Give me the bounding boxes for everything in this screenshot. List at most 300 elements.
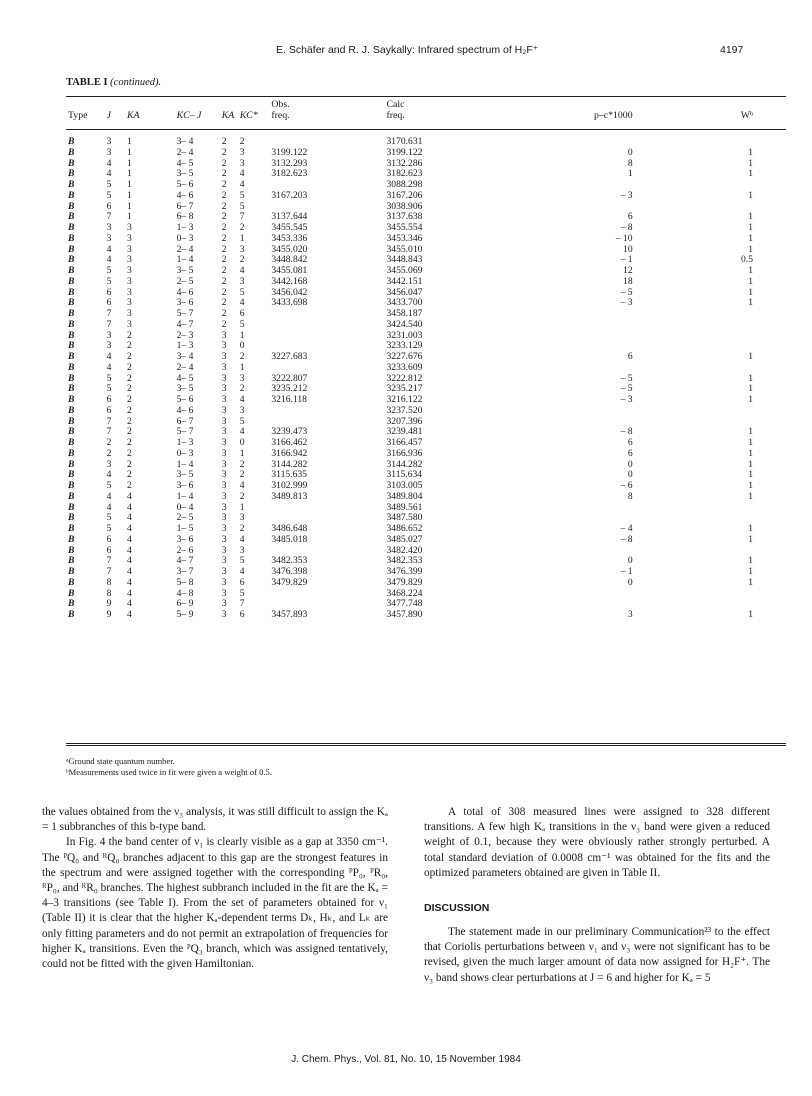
cell-ka-prime: 3 [221, 609, 227, 620]
table-row [66, 266, 786, 277]
cell-obs-freq: 3144.282 [271, 458, 308, 470]
cell-j: 5 [106, 512, 112, 524]
cell-kc-j: 4– 5 [176, 157, 194, 169]
cell-obs-freq [271, 406, 386, 417]
table-caption-continued: (continued). [110, 77, 162, 88]
cell-kc-j: 0– 3 [176, 447, 194, 459]
cell-obs-freq: 3222.807 [271, 372, 308, 384]
cell-ka-prime: 3 [221, 394, 227, 405]
table-row [66, 255, 786, 266]
cell-kc-j: 4– 6 [176, 286, 194, 298]
cell-p-c [508, 309, 677, 320]
header-weight: Wᵇ [740, 110, 753, 121]
cell-type: B [68, 372, 75, 384]
cell-p-c: – 8 [620, 533, 633, 545]
cell-kc-prime: 4 [239, 168, 245, 180]
table-row [66, 245, 786, 256]
cell-kc-j: 1– 3 [176, 222, 194, 233]
cell-ka: 4 [126, 566, 132, 577]
cell-p-c [508, 503, 677, 514]
cell-calc-freq: 3137.638 [386, 211, 423, 223]
cell-type: B [68, 480, 75, 491]
table-row [66, 223, 786, 234]
cell-type: B [68, 555, 75, 567]
cell-ka: 2 [126, 383, 132, 395]
cell-calc-freq: 3103.005 [386, 480, 423, 491]
cell-p-c: 0 [627, 555, 633, 567]
cell-j: 3 [106, 146, 112, 158]
table-row [66, 449, 786, 460]
cell-p-c: – 5 [620, 286, 633, 298]
cell-type: B [68, 179, 75, 190]
cell-p-c: – 1 [620, 254, 633, 266]
table-row [66, 535, 786, 546]
cell-weight: 1 [748, 168, 753, 180]
table-row [66, 169, 786, 180]
cell-ka: 1 [126, 136, 132, 147]
page-footer: J. Chem. Phys., Vol. 81, No. 10, 15 November 1984 [291, 1054, 521, 1065]
cell-j: 8 [106, 576, 112, 588]
cell-j: 9 [106, 598, 112, 610]
cell-obs-freq: 3166.942 [271, 447, 308, 459]
cell-calc-freq: 3486.652 [386, 523, 423, 534]
section-heading-discussion: DISCUSSION [424, 902, 490, 914]
table-row [66, 309, 786, 320]
cell-p-c: – 3 [620, 297, 633, 309]
cell-ka-prime: 3 [221, 404, 227, 416]
table-row [66, 384, 786, 395]
cell-ka: 2 [126, 480, 132, 491]
header-kc-prime: KC* [239, 110, 258, 121]
cell-kc-prime: 1 [239, 329, 245, 341]
cell-obs-freq: 3448.842 [271, 254, 308, 266]
cell-calc-freq: 3489.561 [386, 501, 423, 513]
cell-j: 3 [106, 232, 112, 244]
cell-ka: 4 [126, 512, 132, 524]
cell-weight: 1 [748, 372, 753, 384]
cell-weight: 1 [748, 286, 753, 298]
header-j: J [106, 110, 111, 121]
cell-p-c: – 5 [620, 383, 633, 395]
cell-calc-freq: 3227.676 [386, 351, 423, 362]
cell-weight: 1 [748, 222, 753, 233]
cell-kc-prime: 3 [239, 372, 245, 384]
cell-j: 3 [106, 329, 112, 341]
cell-obs-freq: 3239.473 [271, 426, 308, 438]
cell-type: B [68, 512, 75, 524]
cell-ka: 2 [126, 458, 132, 470]
cell-weight [678, 309, 786, 320]
cell-weight [678, 341, 786, 352]
header-ka: KA [126, 110, 140, 121]
cell-type: B [68, 523, 75, 534]
cell-j: 9 [106, 609, 112, 620]
cell-type: B [68, 275, 75, 287]
cell-obs-freq: 3167.203 [271, 189, 308, 201]
cell-type: B [68, 415, 75, 427]
table-row [66, 180, 786, 191]
cell-type: B [68, 318, 75, 330]
cell-ka-prime: 2 [221, 189, 227, 201]
cell-kc-prime: 2 [239, 458, 245, 470]
cell-ka-prime: 3 [221, 383, 227, 395]
cell-kc-prime: 3 [239, 146, 245, 158]
cell-ka-prime: 3 [221, 512, 227, 524]
cell-obs-freq: 3235.212 [271, 383, 308, 395]
cell-j: 4 [106, 361, 112, 373]
cell-weight [678, 320, 786, 331]
cell-j: 5 [106, 383, 112, 395]
cell-ka-prime: 3 [221, 490, 227, 502]
cell-ka-prime: 3 [221, 437, 227, 448]
cell-type: B [68, 189, 75, 201]
cell-j: 3 [106, 340, 112, 352]
left-paragraph-1: the values obtained from the ν₃ analysis, it was still difficult to assign the Kₐ = 1 subbranches of this b-type band. [42, 806, 388, 834]
table-row [66, 599, 786, 610]
cell-kc-j: 2– 4 [176, 243, 194, 255]
cell-weight: 1 [748, 189, 753, 201]
cell-weight: 1 [748, 275, 753, 287]
cell-kc-prime: 2 [239, 351, 245, 362]
table-row [66, 137, 786, 148]
cell-kc-prime: 6 [239, 308, 245, 319]
cell-ka-prime: 2 [221, 168, 227, 180]
cell-ka: 4 [126, 576, 132, 588]
cell-kc-j: 3– 7 [176, 566, 194, 577]
table-top-rule [66, 96, 786, 97]
cell-calc-freq: 3170.631 [386, 136, 423, 147]
cell-ka-prime: 2 [221, 297, 227, 309]
cell-weight: 1 [748, 211, 753, 223]
cell-weight [678, 331, 786, 342]
cell-kc-j: 3– 4 [176, 351, 194, 362]
footnote-b: ᵇMeasurements used twice in fit were given a weight of 0.5. [66, 767, 272, 777]
cell-calc-freq: 3477.748 [386, 598, 423, 610]
cell-kc-j: 3– 5 [176, 168, 194, 180]
cell-type: B [68, 501, 75, 513]
right-paragraph-2: The statement made in our preliminary Communication²³ to the effect that Coriolis perturbations between ν₁ and ν₃ were not significant has to be revised, given the much larger amount of data now assigned for H₂F⁺. The ν₃ band shows clear perturbations at J = 6 and higher for Kₐ = 5 [424, 926, 770, 984]
cell-kc-j: 4– 8 [176, 587, 194, 599]
table-row [66, 341, 786, 352]
cell-ka: 2 [126, 469, 132, 481]
cell-j: 7 [106, 426, 112, 438]
cell-weight [678, 180, 786, 191]
table-row [66, 556, 786, 567]
cell-calc-freq: 3487.580 [386, 512, 423, 524]
cell-type: B [68, 211, 75, 223]
cell-obs-freq: 3132.293 [271, 157, 308, 169]
cell-kc-j: 3– 4 [176, 136, 194, 147]
cell-type: B [68, 447, 75, 459]
cell-ka-prime: 3 [221, 533, 227, 545]
cell-weight: 1 [748, 490, 753, 502]
left-paragraph-2: In Fig. 4 the band center of ν₁ is clearly visible as a gap at 3350 cm⁻¹. The ᴾQ₀ and ᴿQ₀ branches adjacent to this gap are the strongest features in the spectrum and were assigned together with the corresponding ᴾP₀, ᴾR₀, ᴿP₀, and ᴿR₀ branches. The highest subbranch included in the fit are the Kₐ = 4–3 transitions (see Table I). From the set of parameters obtained for ν₁ (Table II) it is clear that the higher Kₐ-dependent terms Dₖ, Hₖ, and Lₖ are only fitting parameters and do not permit an extrapolation of frequencies for higher Kₐ transitions. Even the ᴾQ₃ branch, which was assigned tentatively, could not be fitted with the given Hamiltonian. [42, 836, 388, 971]
cell-p-c: – 5 [620, 372, 633, 384]
cell-calc-freq: 3457.890 [386, 609, 423, 620]
cell-j: 4 [106, 168, 112, 180]
cell-kc-prime: 0 [239, 340, 245, 352]
cell-calc-freq: 3132.286 [386, 157, 423, 169]
cell-ka-prime: 2 [221, 243, 227, 255]
left-column [42, 805, 388, 972]
cell-ka: 4 [126, 598, 132, 610]
cell-p-c: 18 [623, 275, 633, 287]
table-row [66, 202, 786, 213]
cell-obs-freq: 3485.018 [271, 533, 308, 545]
cell-ka: 1 [126, 189, 132, 201]
cell-calc-freq: 3482.420 [386, 544, 423, 556]
cell-weight: 1 [748, 232, 753, 244]
cell-kc-j: 3– 5 [176, 265, 194, 276]
table-header-rule [66, 129, 786, 130]
cell-j: 6 [106, 200, 112, 212]
cell-ka-prime: 3 [221, 544, 227, 556]
header-ka-prime: KA [221, 110, 235, 121]
cell-kc-j: 5– 9 [176, 609, 194, 620]
cell-weight: 1 [748, 533, 753, 545]
cell-type: B [68, 157, 75, 169]
cell-ka: 3 [126, 254, 132, 266]
cell-type: B [68, 329, 75, 341]
cell-type: B [68, 598, 75, 610]
cell-j: 4 [106, 501, 112, 513]
cell-obs-freq [271, 309, 386, 320]
table-row [66, 589, 786, 600]
cell-kc-j: 0– 4 [176, 501, 194, 513]
cell-kc-prime: 3 [239, 275, 245, 287]
cell-j: 6 [106, 297, 112, 309]
cell-calc-freq: 3442.151 [386, 275, 423, 287]
cell-p-c [508, 363, 677, 374]
cell-weight [678, 513, 786, 524]
cell-p-c [508, 331, 677, 342]
cell-j: 5 [106, 189, 112, 201]
cell-p-c: 6 [627, 211, 633, 223]
cell-weight: 1 [748, 157, 753, 169]
cell-ka-prime: 3 [221, 447, 227, 459]
cell-calc-freq: 3144.282 [386, 458, 423, 470]
cell-weight: 1 [748, 243, 753, 255]
cell-ka-prime: 2 [221, 286, 227, 298]
cell-kc-j: 2– 4 [176, 146, 194, 158]
cell-weight [678, 406, 786, 417]
cell-p-c [508, 513, 677, 524]
data-table [66, 137, 786, 621]
cell-calc-freq: 3199.122 [386, 146, 423, 158]
cell-weight: 1 [748, 426, 753, 438]
cell-kc-prime: 2 [239, 523, 245, 534]
footnote-a: ᵃGround state quantum number. [66, 756, 175, 766]
table-row [66, 298, 786, 309]
cell-p-c: 6 [627, 351, 633, 362]
cell-kc-prime: 5 [239, 189, 245, 201]
cell-weight [678, 417, 786, 428]
header-kc-j: KC– J [176, 110, 202, 121]
cell-j: 2 [106, 437, 112, 448]
cell-kc-prime: 2 [239, 222, 245, 233]
cell-calc-freq: 3088.298 [386, 179, 423, 190]
cell-ka: 2 [126, 329, 132, 341]
cell-p-c: 8 [627, 157, 633, 169]
cell-calc-freq: 3239.481 [386, 426, 423, 438]
cell-type: B [68, 297, 75, 309]
cell-ka-prime: 3 [221, 426, 227, 438]
cell-calc-freq: 3222.812 [386, 372, 423, 384]
cell-calc-freq: 3433.700 [386, 297, 423, 309]
cell-type: B [68, 609, 75, 620]
cell-calc-freq: 3468.224 [386, 587, 423, 599]
cell-calc-freq: 3448.843 [386, 254, 423, 266]
cell-ka: 2 [126, 437, 132, 448]
cell-ka-prime: 3 [221, 415, 227, 427]
cell-obs-freq: 3166.462 [271, 437, 308, 448]
cell-ka: 3 [126, 232, 132, 244]
cell-p-c [508, 599, 677, 610]
cell-obs-freq: 3433.698 [271, 297, 308, 309]
cell-weight: 1 [748, 265, 753, 276]
cell-ka-prime: 2 [221, 232, 227, 244]
cell-type: B [68, 458, 75, 470]
right-column-2 [424, 925, 770, 986]
cell-kc-j: 5– 7 [176, 308, 194, 319]
cell-ka: 2 [126, 351, 132, 362]
cell-obs-freq: 3455.020 [271, 243, 308, 255]
cell-calc-freq: 3424.540 [386, 318, 423, 330]
cell-j: 6 [106, 286, 112, 298]
running-head [0, 44, 812, 60]
cell-ka: 4 [126, 587, 132, 599]
cell-p-c: 6 [627, 447, 633, 459]
cell-kc-prime: 5 [239, 286, 245, 298]
cell-weight [678, 589, 786, 600]
table-row [66, 578, 786, 589]
cell-kc-prime: 2 [239, 136, 245, 147]
cell-type: B [68, 576, 75, 588]
cell-ka-prime: 3 [221, 340, 227, 352]
cell-j: 4 [106, 254, 112, 266]
cell-obs-freq: 3479.829 [271, 576, 308, 588]
cell-j: 7 [106, 308, 112, 319]
cell-ka: 4 [126, 533, 132, 545]
cell-ka-prime: 3 [221, 351, 227, 362]
cell-kc-prime: 2 [239, 469, 245, 481]
table-row [66, 503, 786, 514]
table-bottom-rule [66, 743, 786, 746]
table-row [66, 363, 786, 374]
cell-kc-j: 4– 6 [176, 189, 194, 201]
cell-kc-j: 2– 4 [176, 361, 194, 373]
cell-p-c: 0 [627, 146, 633, 158]
cell-calc-freq: 3235.217 [386, 383, 423, 395]
cell-kc-j: 3– 6 [176, 480, 194, 491]
cell-kc-j: 1– 3 [176, 437, 194, 448]
cell-type: B [68, 254, 75, 266]
cell-type: B [68, 136, 75, 147]
cell-p-c [508, 320, 677, 331]
cell-p-c: – 3 [620, 394, 633, 405]
cell-p-c: 10 [623, 243, 633, 255]
cell-ka-prime: 3 [221, 598, 227, 610]
cell-type: B [68, 587, 75, 599]
cell-p-c [508, 589, 677, 600]
cell-j: 4 [106, 157, 112, 169]
cell-kc-j: 4– 6 [176, 404, 194, 416]
cell-ka: 2 [126, 426, 132, 438]
cell-j: 3 [106, 136, 112, 147]
cell-ka-prime: 2 [221, 275, 227, 287]
cell-ka-prime: 3 [221, 576, 227, 588]
cell-calc-freq: 3476.399 [386, 566, 423, 577]
cell-kc-j: 0– 3 [176, 232, 194, 244]
table-row [66, 524, 786, 535]
cell-kc-prime: 4 [239, 265, 245, 276]
cell-obs-freq: 3227.683 [271, 351, 308, 362]
cell-calc-freq: 3455.010 [386, 243, 423, 255]
cell-ka: 1 [126, 168, 132, 180]
cell-kc-prime: 0 [239, 437, 245, 448]
cell-ka: 4 [126, 555, 132, 567]
cell-ka: 1 [126, 200, 132, 212]
running-head-title: E. Schäfer and R. J. Saykally: Infrared spectrum of H₂F⁺ [276, 44, 539, 56]
cell-kc-prime: 5 [239, 415, 245, 427]
cell-kc-j: 6– 9 [176, 598, 194, 610]
cell-type: B [68, 437, 75, 448]
cell-ka-prime: 3 [221, 555, 227, 567]
table-row [66, 513, 786, 524]
cell-weight [678, 599, 786, 610]
cell-calc-freq: 3115.634 [386, 469, 423, 481]
cell-p-c [508, 341, 677, 352]
cell-type: B [68, 340, 75, 352]
cell-weight: 1 [748, 351, 753, 362]
table-row [66, 191, 786, 202]
cell-calc-freq: 3182.623 [386, 168, 423, 180]
cell-kc-prime: 3 [239, 544, 245, 556]
cell-p-c: 6 [627, 437, 633, 448]
cell-kc-prime: 1 [239, 501, 245, 513]
table-row [66, 395, 786, 406]
cell-kc-prime: 4 [239, 179, 245, 190]
cell-kc-j: 3– 6 [176, 533, 194, 545]
cell-obs-freq: 3455.081 [271, 265, 308, 276]
cell-type: B [68, 533, 75, 545]
cell-j: 5 [106, 523, 112, 534]
cell-calc-freq: 3233.609 [386, 361, 423, 373]
cell-ka-prime: 3 [221, 329, 227, 341]
table-row [66, 610, 786, 621]
cell-kc-prime: 6 [239, 609, 245, 620]
cell-p-c: – 4 [620, 523, 633, 534]
table-caption [66, 77, 161, 88]
right-paragraph-1: A total of 308 measured lines were assigned to 328 different transitions. A few high Kₐ transitions in the ν₃ band were given a reduced weight of 0.1, because they were obviously rather strongly perturbed. A total standard deviation of 0.0008 cm⁻¹ was obtained for the fits and the optimized parameters obtained are given in Table II. [424, 806, 770, 879]
cell-kc-j: 1– 5 [176, 523, 194, 534]
cell-type: B [68, 308, 75, 319]
cell-ka: 4 [126, 490, 132, 502]
cell-type: B [68, 232, 75, 244]
cell-kc-j: 2– 5 [176, 275, 194, 287]
cell-p-c [508, 546, 677, 557]
cell-ka: 4 [126, 501, 132, 513]
cell-weight: 1 [748, 383, 753, 395]
table-row [66, 288, 786, 299]
cell-calc-freq: 3456.047 [386, 286, 423, 298]
cell-type: B [68, 394, 75, 405]
cell-obs-freq [271, 320, 386, 331]
cell-kc-j: 2– 3 [176, 329, 194, 341]
cell-type: B [68, 383, 75, 395]
cell-kc-prime: 3 [239, 512, 245, 524]
cell-j: 6 [106, 544, 112, 556]
